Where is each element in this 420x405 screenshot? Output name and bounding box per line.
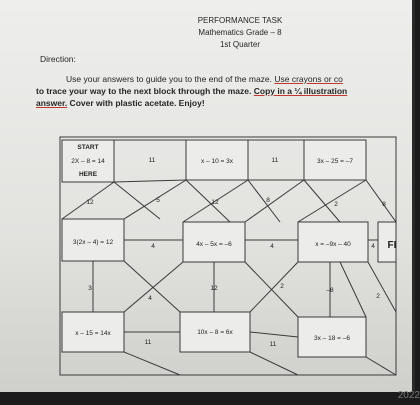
link-number: 3 <box>88 285 92 292</box>
task-title: PERFORMANCE TASK <box>197 16 283 25</box>
link-number: 4 <box>151 243 155 250</box>
direction-underlined: answer. <box>36 98 68 108</box>
link-number: 2 <box>280 283 284 290</box>
link-number: 4 <box>371 243 375 250</box>
link-number: 4 <box>148 295 152 302</box>
equation-text: 3x – 18 = –6 <box>314 335 350 342</box>
link-number: 4 <box>270 243 274 250</box>
equation-text: x = –9x – 40 <box>315 241 351 248</box>
link-number: 12 <box>86 199 94 206</box>
direction-line-3 <box>36 98 205 108</box>
equation-text: x – 10 = 3x <box>201 158 233 165</box>
link-number: 8 <box>382 201 386 208</box>
link-number: 12 <box>210 285 218 292</box>
quarter-line: 1st Quarter <box>219 40 260 49</box>
finish-label: FI <box>387 240 397 251</box>
link-number: 11 <box>271 157 279 164</box>
link-number: 12 <box>211 199 219 206</box>
start-label: START <box>77 144 99 151</box>
maze-wall <box>124 261 396 317</box>
subject-line: Mathematics Grade – 8 <box>198 28 282 37</box>
start-label: HERE <box>78 171 98 178</box>
direction-underlined: Use crayons or co <box>274 74 343 84</box>
equation-text: 3(2x – 4) = 12 <box>72 239 114 246</box>
link-number: 11 <box>144 339 152 346</box>
equation-text: 4x – 5x = –6 <box>196 241 232 248</box>
direction-line-1 <box>66 74 343 84</box>
equation-text: x – 15 = 14x <box>75 330 111 337</box>
equation-text: 10x – 8 = 6x <box>197 329 233 336</box>
link-number: 8 <box>266 197 270 204</box>
equation-text: 2X – 8 = 14 <box>71 158 105 165</box>
direction-text: to trace your way to the next block through the maze. <box>36 86 254 96</box>
direction-text: Use your answers to guide you to the end of the maze. <box>66 74 275 84</box>
maze-wall <box>62 180 396 222</box>
link-number: 11 <box>148 157 156 164</box>
link-number: 2 <box>334 201 338 208</box>
link-number: 11 <box>269 341 277 348</box>
maze-wall <box>114 180 340 222</box>
maze-diagram <box>0 122 412 392</box>
corner-mark: 2022 <box>397 390 420 401</box>
direction-line-2 <box>36 86 347 96</box>
direction-underlined: Copy in a ¼ illustration <box>253 86 348 96</box>
link-number: 2 <box>376 293 380 300</box>
direction-label: Direction: <box>40 54 76 64</box>
link-number: –8 <box>326 287 334 294</box>
link-number: 5 <box>156 197 160 204</box>
equation-text: 3x – 25 = –7 <box>317 158 353 165</box>
direction-text: Cover with plastic acetate. Enjoy! <box>67 98 205 108</box>
